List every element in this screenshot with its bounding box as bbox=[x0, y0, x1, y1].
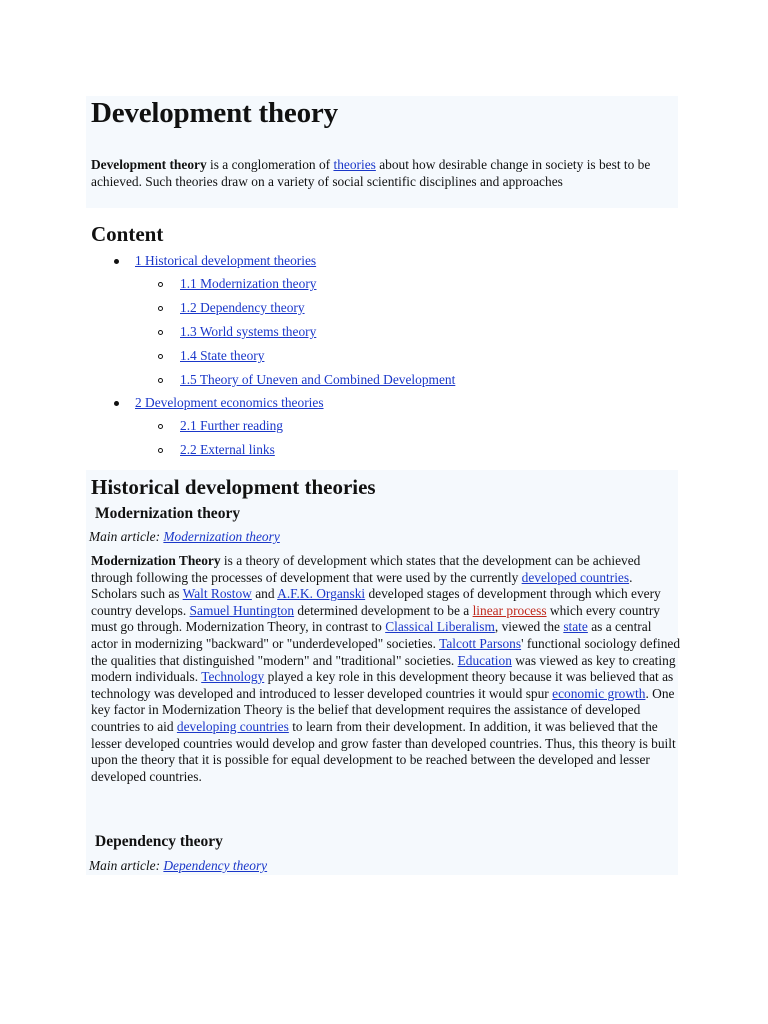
link-developing-countries[interactable]: developing countries bbox=[176, 718, 289, 734]
body-text: ' functional sociology defined the qualities that distinguished "modern" and "traditional" societies. bbox=[91, 635, 681, 668]
intro-text: about how desirable change in society is best to be achieved. Such theories draw on a variety of social scientific disciplines and approaches bbox=[91, 157, 651, 189]
main-article-note bbox=[89, 858, 267, 874]
circle-bullet-icon bbox=[158, 354, 163, 359]
link-classical-liberalism[interactable]: Classical Liberalism bbox=[385, 619, 495, 635]
toc-link-modernization[interactable]: 1.1 Modernization theory bbox=[180, 276, 317, 291]
body-text: is a theory of development which states that the development can be achieved through following the processes of development that were used by the currently bbox=[91, 553, 641, 585]
toc-link-dependency[interactable]: 1.2 Dependency theory bbox=[180, 300, 305, 315]
historical-heading: Historical development theories bbox=[91, 475, 376, 499]
toc-link-economics[interactable]: 2 Development economics theories bbox=[135, 395, 324, 410]
body-text: , viewed the bbox=[494, 619, 564, 635]
body-text: . Scholars such as bbox=[91, 569, 633, 602]
body-text: . One key factor in Modernization Theory is the belief that development requires the assistance of developed countries to aid bbox=[91, 685, 675, 734]
toc-link-external-links[interactable]: 2.2 External links bbox=[180, 442, 275, 457]
toc-link-further-reading[interactable]: 2.1 Further reading bbox=[180, 418, 284, 433]
body-text: to learn from their development. In addition, it was believed that the lesser developed countries would develop and grow faster than developed countries. Thus, this theory is built upon the theory that it is possible for equal development to be reached between the developed and lesser developed countries. bbox=[91, 718, 676, 784]
link-developed-countries[interactable]: developed countries bbox=[521, 569, 630, 585]
body-text: developed stages of development through which every country develops. bbox=[91, 586, 661, 618]
toc-link-world-systems[interactable]: 1.3 World systems theory bbox=[180, 324, 317, 339]
body-text: was viewed as key to creating modern individuals. bbox=[91, 652, 676, 685]
body-text: and bbox=[251, 586, 278, 602]
content-heading: Content bbox=[91, 222, 164, 246]
link-talcott-parsons[interactable]: Talcott Parsons bbox=[439, 635, 522, 651]
link-linear-process[interactable]: linear process bbox=[472, 602, 547, 618]
intro-bold-term: Development theory bbox=[91, 157, 207, 172]
intro-paragraph bbox=[91, 157, 673, 190]
link-education[interactable]: Education bbox=[457, 652, 512, 668]
body-text: played a key role in this development theory because it was believed that as technology was developed and introduced to lesser developed countries it would spur bbox=[91, 669, 674, 701]
link-technology[interactable]: Technology bbox=[201, 669, 265, 685]
toc-link-uneven-development[interactable]: 1.5 Theory of Uneven and Combined Development bbox=[180, 372, 456, 387]
dependency-heading: Dependency theory bbox=[95, 833, 223, 850]
circle-bullet-icon bbox=[158, 378, 163, 383]
page-title: Development theory bbox=[91, 97, 338, 129]
link-huntington[interactable]: Samuel Huntington bbox=[189, 602, 295, 618]
circle-bullet-icon bbox=[158, 330, 163, 335]
link-state[interactable]: state bbox=[563, 619, 588, 635]
body-text: which every country must go through. Modernization Theory, in contrast to bbox=[91, 602, 660, 635]
main-article-prefix: Main article: bbox=[89, 858, 164, 873]
link-organski[interactable]: A.F.K. Organski bbox=[277, 586, 366, 602]
modernization-paragraph bbox=[91, 553, 681, 785]
toc-link-historical[interactable]: 1 Historical development theories bbox=[135, 253, 317, 268]
main-article-note bbox=[89, 529, 280, 545]
link-theories[interactable]: theories bbox=[333, 157, 376, 172]
body-text: as a central actor in modernizing "backward" or "underdeveloped" societies. bbox=[91, 619, 652, 651]
link-dependency-article[interactable]: Dependency theory bbox=[163, 858, 268, 873]
modernization-bold-term: Modernization Theory bbox=[91, 553, 221, 568]
link-modernization-article[interactable]: Modernization theory bbox=[163, 529, 280, 544]
intro-text: is a conglomeration of bbox=[206, 157, 334, 172]
body-text: determined development to be a bbox=[294, 602, 473, 618]
circle-bullet-icon bbox=[158, 424, 163, 429]
link-economic-growth[interactable]: economic growth bbox=[552, 685, 646, 701]
circle-bullet-icon bbox=[158, 282, 163, 287]
link-walt-rostow[interactable]: Walt Rostow bbox=[182, 586, 252, 602]
modernization-heading: Modernization theory bbox=[95, 505, 241, 522]
circle-bullet-icon bbox=[158, 448, 163, 453]
bullet-icon bbox=[114, 259, 119, 264]
circle-bullet-icon bbox=[158, 306, 163, 311]
toc-link-state-theory[interactable]: 1.4 State theory bbox=[180, 348, 265, 363]
main-article-prefix: Main article: bbox=[89, 529, 164, 544]
bullet-icon bbox=[114, 401, 119, 406]
